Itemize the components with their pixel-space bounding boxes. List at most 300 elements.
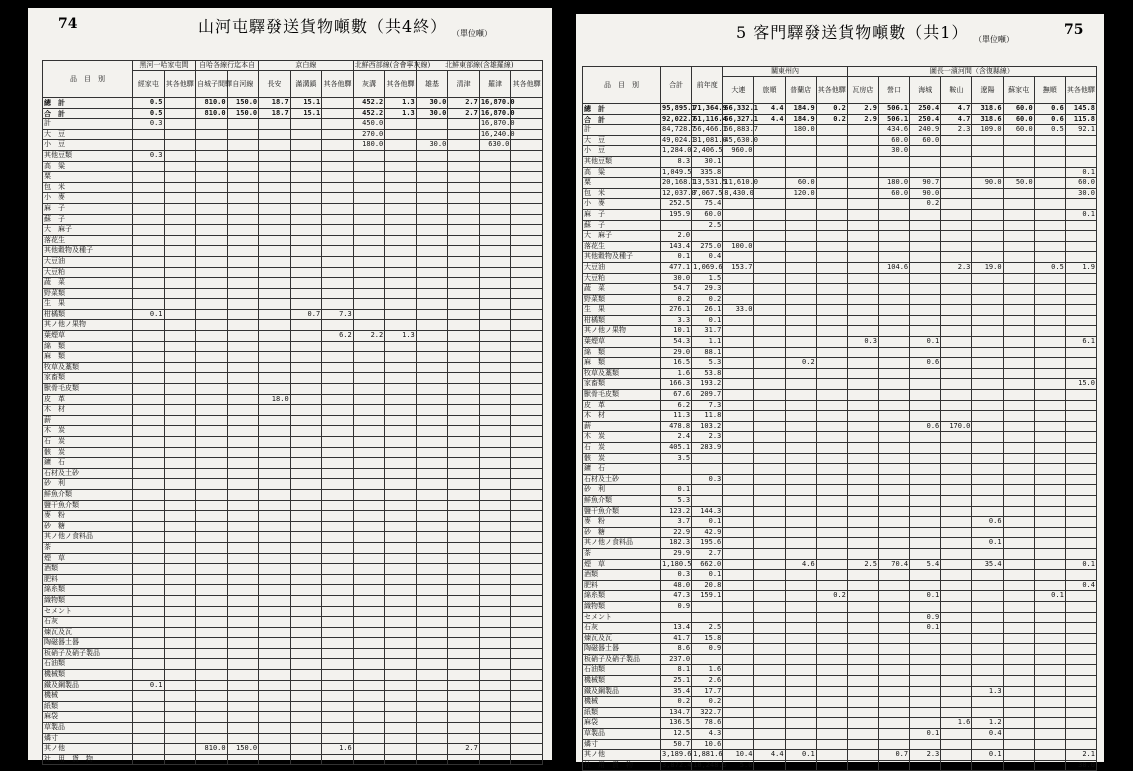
table-cell xyxy=(972,284,1003,295)
table-cell xyxy=(847,135,878,146)
table-row xyxy=(43,129,543,140)
table-cell xyxy=(723,209,754,220)
table-cell: 0.6 xyxy=(910,358,941,369)
line-group-header: 北鮮西部線(含會寧灰線) xyxy=(354,61,431,69)
table-cell xyxy=(754,580,785,591)
table-cell xyxy=(723,474,754,485)
table-row xyxy=(43,182,543,193)
table-row xyxy=(583,559,1097,570)
table-cell xyxy=(511,553,543,564)
table-cell: 0.1 xyxy=(910,337,941,348)
table-cell xyxy=(723,580,754,591)
table-cell xyxy=(847,750,878,761)
table-cell xyxy=(227,214,259,225)
table-cell xyxy=(196,468,228,479)
table-cell: 0.5 xyxy=(133,108,165,119)
table-cell: 15.1 xyxy=(290,108,322,119)
table-cell xyxy=(785,284,816,295)
table-cell xyxy=(353,256,385,267)
table-cell xyxy=(385,415,417,426)
table-cell xyxy=(754,146,785,157)
col-header: 經家屯 xyxy=(133,71,165,98)
table-cell xyxy=(164,744,196,755)
table-cell xyxy=(290,161,322,172)
table-cell xyxy=(1034,485,1065,496)
table-cell xyxy=(816,453,847,464)
table-cell xyxy=(847,368,878,379)
table-row xyxy=(583,156,1097,167)
table-cell xyxy=(723,495,754,506)
table-cell xyxy=(164,352,196,363)
table-cell xyxy=(385,564,417,575)
table-cell xyxy=(196,352,228,363)
row-label: 高 粱 xyxy=(43,161,133,172)
table-cell xyxy=(1003,517,1034,528)
table-cell xyxy=(910,411,941,422)
table-cell xyxy=(164,129,196,140)
table-cell xyxy=(878,495,909,506)
table-cell xyxy=(196,627,228,638)
table-cell xyxy=(479,680,511,691)
table-cell xyxy=(754,686,785,697)
table-cell: 35.4 xyxy=(661,686,692,697)
table-cell: 3,872.4 xyxy=(661,760,692,771)
table-cell xyxy=(164,606,196,617)
table-cell xyxy=(972,443,1003,454)
table-row xyxy=(43,119,543,130)
table-cell xyxy=(322,405,354,416)
table-cell xyxy=(290,193,322,204)
table-cell: 2,406.5 xyxy=(692,146,723,157)
table-cell xyxy=(416,617,448,628)
table-cell xyxy=(941,453,972,464)
table-cell xyxy=(910,580,941,591)
table-cell xyxy=(1034,178,1065,189)
table-cell xyxy=(511,362,543,373)
table-cell xyxy=(511,415,543,426)
table-cell xyxy=(754,633,785,644)
table-cell xyxy=(972,220,1003,231)
table-cell xyxy=(511,373,543,384)
table-cell xyxy=(290,256,322,267)
table-cell xyxy=(910,209,941,220)
table-row xyxy=(583,750,1097,761)
table-cell xyxy=(878,686,909,697)
table-cell xyxy=(816,209,847,220)
table-cell: 12.5 xyxy=(661,729,692,740)
table-cell xyxy=(133,691,165,702)
table-cell xyxy=(322,98,354,109)
table-row xyxy=(43,373,543,384)
table-cell: 0.4 xyxy=(1065,580,1096,591)
table-cell xyxy=(785,591,816,602)
table-cell xyxy=(416,150,448,161)
table-cell xyxy=(816,368,847,379)
row-label: 麻 子 xyxy=(43,203,133,214)
table-cell xyxy=(1034,474,1065,485)
table-cell: 2.9 xyxy=(847,114,878,125)
table-cell xyxy=(196,278,228,289)
table-cell xyxy=(290,521,322,532)
table-cell xyxy=(692,495,723,506)
table-cell xyxy=(972,623,1003,634)
table-cell xyxy=(1034,495,1065,506)
table-cell xyxy=(878,347,909,358)
table-cell xyxy=(133,384,165,395)
table-cell: 60.0 xyxy=(1003,114,1034,125)
table-cell xyxy=(941,580,972,591)
table-cell: 71,364.9 xyxy=(692,104,723,115)
table-cell xyxy=(1065,623,1096,634)
table-cell xyxy=(972,400,1003,411)
table-cell xyxy=(785,506,816,517)
table-cell xyxy=(1003,718,1034,729)
table-row xyxy=(583,517,1097,528)
table-cell xyxy=(196,161,228,172)
table-cell: 2.1 xyxy=(1065,750,1096,761)
table-cell xyxy=(785,379,816,390)
table-cell xyxy=(1065,633,1096,644)
table-cell xyxy=(754,729,785,740)
table-cell xyxy=(1065,506,1096,517)
table-cell xyxy=(910,538,941,549)
table-cell xyxy=(133,256,165,267)
table-cell: 18.7 xyxy=(259,98,291,109)
table-cell xyxy=(941,697,972,708)
table-cell xyxy=(479,691,511,702)
table-cell xyxy=(259,606,291,617)
table-cell: 506.1 xyxy=(878,114,909,125)
table-cell xyxy=(785,146,816,157)
row-label: 生 果 xyxy=(583,305,661,316)
table-cell: 335.8 xyxy=(692,167,723,178)
table-cell xyxy=(910,495,941,506)
table-cell xyxy=(785,495,816,506)
table-row xyxy=(43,267,543,278)
table-cell xyxy=(353,278,385,289)
row-label: 計 xyxy=(43,119,133,130)
table-cell: 0.1 xyxy=(972,750,1003,761)
table-cell xyxy=(972,601,1003,612)
table-cell xyxy=(1003,633,1034,644)
table-cell xyxy=(941,443,972,454)
table-cell: 452.2 xyxy=(353,98,385,109)
table-cell: 153.7 xyxy=(723,262,754,273)
table-cell xyxy=(290,426,322,437)
right-page xyxy=(576,14,1104,769)
table-cell xyxy=(448,617,480,628)
table-cell xyxy=(723,464,754,475)
table-cell xyxy=(1003,241,1034,252)
table-cell xyxy=(1065,654,1096,665)
table-cell xyxy=(910,601,941,612)
table-cell xyxy=(196,680,228,691)
table-cell xyxy=(479,373,511,384)
table-cell xyxy=(847,495,878,506)
table-cell xyxy=(164,225,196,236)
table-cell xyxy=(754,241,785,252)
table-cell xyxy=(290,712,322,723)
col-header: 雄基 xyxy=(416,71,448,98)
table-cell xyxy=(941,485,972,496)
row-label: 包 米 xyxy=(43,182,133,193)
table-cell xyxy=(196,691,228,702)
col-header: 滿溝鎮 xyxy=(290,71,322,98)
row-label: 麻 類 xyxy=(583,358,661,369)
table-row xyxy=(583,495,1097,506)
table-cell xyxy=(723,294,754,305)
table-cell xyxy=(878,654,909,665)
table-row xyxy=(43,278,543,289)
table-cell xyxy=(385,214,417,225)
table-cell xyxy=(227,606,259,617)
table-cell: 104.6 xyxy=(878,262,909,273)
table-cell: 7,067.5 xyxy=(692,188,723,199)
table-cell xyxy=(290,754,322,765)
table-cell xyxy=(479,617,511,628)
table-cell xyxy=(878,368,909,379)
table-cell xyxy=(164,140,196,151)
table-cell xyxy=(785,453,816,464)
table-cell xyxy=(322,150,354,161)
row-label: 大 麻子 xyxy=(583,231,661,242)
table-cell xyxy=(353,606,385,617)
table-cell xyxy=(723,273,754,284)
table-cell xyxy=(692,485,723,496)
table-row xyxy=(583,337,1097,348)
table-row xyxy=(43,532,543,543)
table-cell xyxy=(353,193,385,204)
table-row xyxy=(583,390,1097,401)
table-cell xyxy=(416,426,448,437)
table-cell xyxy=(1034,644,1065,655)
table-cell xyxy=(416,723,448,734)
table-cell xyxy=(910,686,941,697)
table-cell xyxy=(227,309,259,320)
table-cell xyxy=(1065,284,1096,295)
table-cell xyxy=(322,712,354,723)
table-cell xyxy=(290,680,322,691)
table-cell: 195.9 xyxy=(661,209,692,220)
table-cell xyxy=(1003,146,1034,157)
table-cell xyxy=(164,235,196,246)
table-cell xyxy=(723,358,754,369)
table-cell: 90.7 xyxy=(910,178,941,189)
table-cell xyxy=(754,358,785,369)
table-cell xyxy=(164,278,196,289)
row-label: 鑛 石 xyxy=(43,458,133,469)
table-cell xyxy=(448,532,480,543)
row-label: 骸 炭 xyxy=(583,453,661,464)
table-cell xyxy=(353,712,385,723)
table-cell xyxy=(816,464,847,475)
table-cell xyxy=(259,744,291,755)
table-cell xyxy=(847,665,878,676)
table-cell xyxy=(816,326,847,337)
table-cell: 322.7 xyxy=(692,707,723,718)
table-cell xyxy=(1003,623,1034,634)
table-cell xyxy=(385,553,417,564)
table-cell: 182.3 xyxy=(661,538,692,549)
table-cell xyxy=(290,723,322,734)
table-cell xyxy=(754,707,785,718)
table-cell xyxy=(1003,135,1034,146)
table-cell xyxy=(479,426,511,437)
table-cell xyxy=(259,585,291,596)
row-label: 石油類 xyxy=(583,665,661,676)
table-cell xyxy=(1034,390,1065,401)
table-cell xyxy=(164,246,196,257)
table-cell xyxy=(353,532,385,543)
table-cell xyxy=(259,129,291,140)
table-cell xyxy=(448,701,480,712)
table-cell xyxy=(227,352,259,363)
table-cell: 810.0 xyxy=(196,98,228,109)
table-cell xyxy=(133,532,165,543)
table-cell xyxy=(972,347,1003,358)
table-cell xyxy=(1034,252,1065,263)
table-cell xyxy=(723,199,754,210)
table-row xyxy=(43,585,543,596)
table-cell xyxy=(259,352,291,363)
row-label: 蘇 子 xyxy=(583,220,661,231)
table-row xyxy=(43,341,543,352)
table-row xyxy=(43,553,543,564)
table-cell xyxy=(1065,474,1096,485)
row-label: 粟 xyxy=(583,178,661,189)
table-cell xyxy=(910,665,941,676)
table-cell xyxy=(479,182,511,193)
col-header: 自河線 xyxy=(227,71,259,98)
table-cell: 166.3 xyxy=(661,379,692,390)
table-cell xyxy=(353,744,385,755)
table-cell xyxy=(1003,337,1034,348)
row-label: 其他豆類 xyxy=(583,156,661,167)
table-cell xyxy=(878,580,909,591)
table-cell xyxy=(972,146,1003,157)
table-cell xyxy=(322,384,354,395)
table-cell xyxy=(847,156,878,167)
table-cell xyxy=(196,659,228,670)
table-cell xyxy=(511,691,543,702)
table-cell: 0.7 xyxy=(290,309,322,320)
table-cell xyxy=(448,278,480,289)
table-cell xyxy=(353,489,385,500)
table-cell xyxy=(1065,390,1096,401)
table-cell: 1.3 xyxy=(385,108,417,119)
table-cell xyxy=(785,676,816,687)
table-cell xyxy=(785,612,816,623)
table-cell xyxy=(227,193,259,204)
table-cell xyxy=(259,214,291,225)
row-label: 蔬 菜 xyxy=(583,284,661,295)
table-cell xyxy=(259,373,291,384)
table-row xyxy=(43,670,543,681)
table-cell xyxy=(448,574,480,585)
table-cell xyxy=(1065,517,1096,528)
table-cell: 1.6 xyxy=(941,718,972,729)
table-cell xyxy=(847,379,878,390)
table-cell xyxy=(754,760,785,771)
table-cell xyxy=(322,256,354,267)
table-cell xyxy=(290,701,322,712)
table-cell: 33.0 xyxy=(723,305,754,316)
row-label: 綿 類 xyxy=(43,341,133,352)
row-label: 社 用 貨 物 xyxy=(583,760,661,771)
table-cell xyxy=(133,182,165,193)
table-cell xyxy=(385,394,417,405)
table-row xyxy=(583,538,1097,549)
table-cell xyxy=(479,331,511,342)
col-header: 蘇家屯 xyxy=(1003,77,1034,104)
table-cell xyxy=(353,246,385,257)
table-cell xyxy=(723,220,754,231)
table-cell xyxy=(972,506,1003,517)
table-cell: 0.3 xyxy=(692,474,723,485)
table-cell xyxy=(385,458,417,469)
row-label: セメント xyxy=(583,612,661,623)
table-cell xyxy=(878,548,909,559)
table-cell xyxy=(259,489,291,500)
table-cell xyxy=(227,564,259,575)
table-cell xyxy=(322,468,354,479)
table-cell: 180.0 xyxy=(785,125,816,136)
table-cell xyxy=(353,638,385,649)
table-cell xyxy=(385,521,417,532)
table-cell xyxy=(385,447,417,458)
row-label: 皮 革 xyxy=(43,394,133,405)
table-cell: 0.1 xyxy=(692,517,723,528)
table-cell xyxy=(227,479,259,490)
table-cell xyxy=(1003,379,1034,390)
table-cell xyxy=(353,405,385,416)
table-cell xyxy=(847,400,878,411)
table-cell xyxy=(972,665,1003,676)
table-cell: 8.6 xyxy=(661,644,692,655)
table-cell: 0.2 xyxy=(661,697,692,708)
table-cell xyxy=(1065,612,1096,623)
row-label: 酒類 xyxy=(583,570,661,581)
table-cell xyxy=(416,648,448,659)
table-cell: 270.0 xyxy=(353,129,385,140)
table-cell xyxy=(385,659,417,670)
row-label: 砂 利 xyxy=(583,485,661,496)
table-cell xyxy=(816,305,847,316)
table-cell xyxy=(972,591,1003,602)
table-cell xyxy=(878,707,909,718)
table-cell xyxy=(1065,464,1096,475)
table-cell xyxy=(754,252,785,263)
table-cell xyxy=(164,150,196,161)
table-cell xyxy=(1034,358,1065,369)
table-cell xyxy=(290,447,322,458)
table-cell xyxy=(290,394,322,405)
table-cell xyxy=(164,479,196,490)
table-cell xyxy=(479,489,511,500)
table-row xyxy=(583,273,1097,284)
row-label: 蘇 子 xyxy=(43,214,133,225)
table-cell xyxy=(322,267,354,278)
table-cell xyxy=(847,453,878,464)
table-cell xyxy=(259,309,291,320)
table-cell xyxy=(511,659,543,670)
table-cell xyxy=(785,686,816,697)
table-cell xyxy=(416,331,448,342)
table-cell xyxy=(479,670,511,681)
table-cell xyxy=(385,172,417,183)
table-cell xyxy=(227,659,259,670)
table-cell xyxy=(816,220,847,231)
